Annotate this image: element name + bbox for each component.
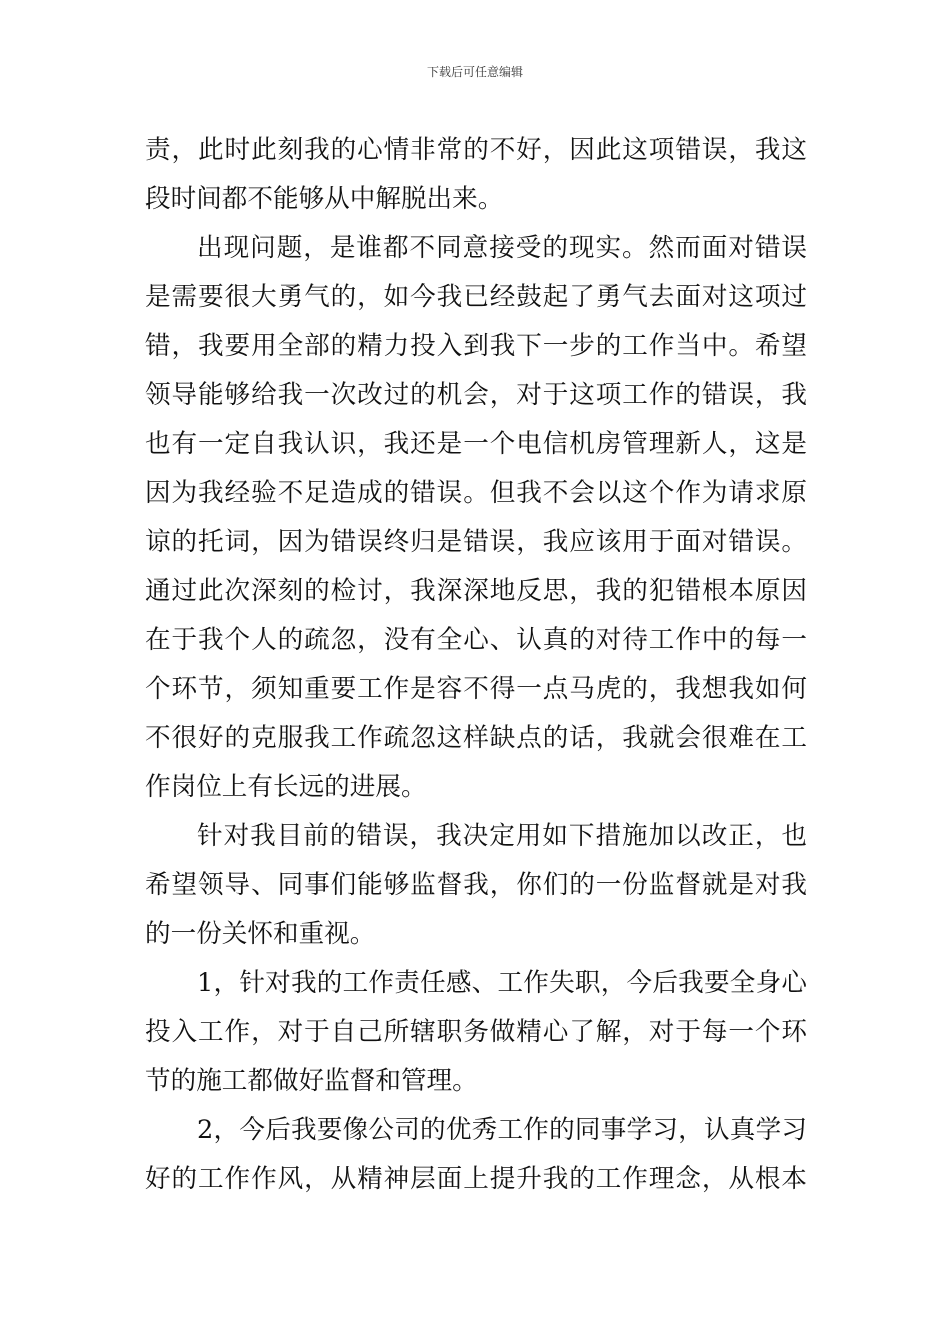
text-line: 好的工作作风，从精神层面上提升我的工作理念，从根本 (145, 1164, 807, 1194)
text-line: 因为我经验不足造成的错误。但我不会以这个作为请求原 (145, 478, 807, 508)
text-line: 也有一定自我认识，我还是一个电信机房管理新人，这是 (145, 429, 807, 459)
text-line: 不很好的克服我工作疏忽这样缺点的话，我就会很难在工 (145, 723, 807, 753)
text-line: 投入工作，对于自己所辖职务做精心了解，对于每一个环 (145, 1017, 807, 1047)
text-line: 1，针对我的工作责任感、工作失职，今后我要全身心 (197, 968, 807, 998)
text-line: 错，我要用全部的精力投入到我下一步的工作当中。希望 (145, 331, 807, 361)
text-line: 在于我个人的疏忽，没有全心、认真的对待工作中的每一 (145, 625, 807, 655)
text-line: 通过此次深刻的检讨，我深深地反思，我的犯错根本原因 (145, 576, 807, 606)
text-line: 段时间都不能够从中解脱出来。 (145, 184, 504, 214)
text-line: 责，此时此刻我的心情非常的不好，因此这项错误，我这 (145, 135, 807, 165)
text-line: 希望领导、同事们能够监督我，你们的一份监督就是对我 (145, 870, 807, 900)
text-line: 作岗位上有长远的进展。 (145, 772, 427, 802)
document-body (145, 126, 807, 1204)
text-line: 出现问题，是谁都不同意接受的现实。然而面对错误 (197, 233, 807, 263)
text-line: 领导能够给我一次改过的机会，对于这项工作的错误，我 (145, 380, 807, 410)
text-line: 个环节，须知重要工作是容不得一点马虎的，我想我如何 (145, 674, 807, 704)
text-line: 2，今后我要像公司的优秀工作的同事学习，认真学习 (197, 1115, 807, 1145)
page-header-note: 下载后可任意编辑 (426, 65, 523, 79)
text-line: 是需要很大勇气的，如今我已经鼓起了勇气去面对这项过 (145, 282, 807, 312)
text-line: 谅的托词，因为错误终归是错误，我应该用于面对错误。 (145, 527, 807, 557)
text-line: 节的施工都做好监督和管理。 (145, 1066, 478, 1096)
text-line: 的一份关怀和重视。 (145, 919, 376, 949)
text-line: 针对我目前的错误，我决定用如下措施加以改正，也 (197, 821, 807, 851)
